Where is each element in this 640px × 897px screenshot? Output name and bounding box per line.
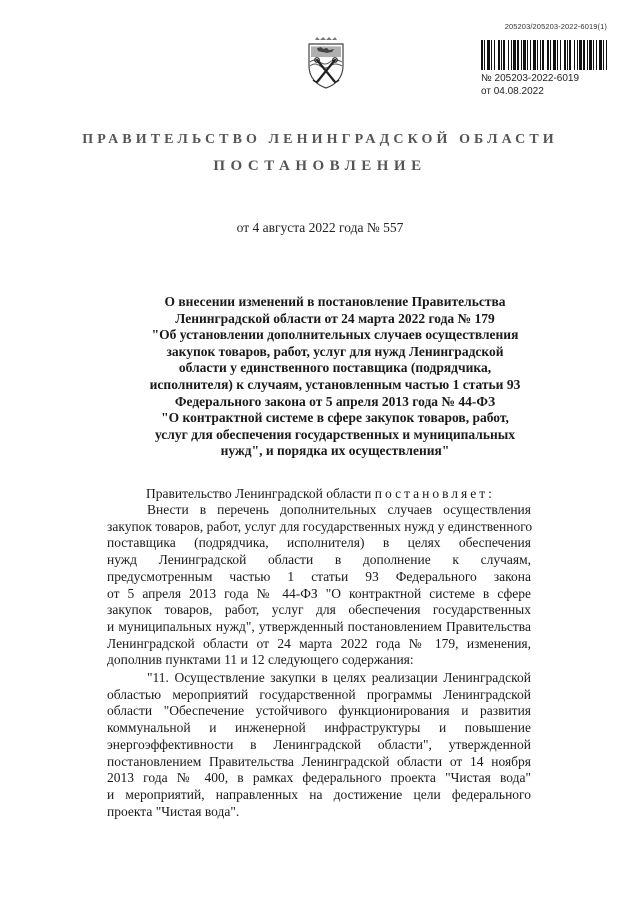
text-line: области "Обеспечение устойчивого функционирования и развития — [107, 703, 531, 719]
decree-subject — [130, 294, 540, 460]
text-line: закупок товаров, работ, услуг для государственных нужд у единственного — [107, 518, 533, 534]
text-line: предусмотренным частью 1 статьи 93 Федерального закона — [107, 568, 531, 584]
text-line: постановлением Правительства Ленинградской области от 14 ноября — [107, 753, 531, 769]
text-line: Ленинградской области от 24 марта 2022 года № 179, изменения, — [107, 635, 531, 651]
coat-of-arms-icon — [303, 36, 349, 90]
subject-line: Федерального закона от 5 апреля 2013 года № 44-ФЗ — [174, 393, 496, 409]
text-line: 2013 года № 400, в рамках федерального проекта "Чистая вода" — [107, 770, 531, 786]
registration-number: № 205203-2022-6019 — [481, 73, 580, 84]
preamble-subject: Правительство Ленинградской области — [146, 486, 372, 501]
text-line: и мероприятий, направленных на достижение цели федерального — [107, 786, 531, 802]
subject-line: исполнителя) к случаям, установленным частью 1 статьи 93 — [149, 376, 521, 392]
text-line: от 5 апреля 2013 года № 44-ФЗ "О контрактной системе в сфере — [107, 585, 531, 601]
subject-line: "Об установлении дополнительных случаев осуществления — [151, 327, 519, 343]
barcode — [481, 40, 607, 70]
text-line: коммунальной и инженерной инфраструктуры и повышение — [107, 720, 531, 736]
text-line: Внести в перечень дополнительных случаев осуществления — [147, 502, 531, 517]
text-line: энергоэффективности в Ленинградской области", утвержденной — [107, 736, 531, 752]
subject-line: нужд", и порядка их осуществления" — [220, 443, 450, 459]
document-id: 205203/205203-2022-6019(1) — [504, 22, 607, 31]
paragraph-item-11 — [107, 670, 531, 820]
text-line: закупок товаров, работ, услуг для обеспечения государственных — [107, 602, 531, 618]
subject-line: закупок товаров, работ, услуг для нужд Ленинградской — [166, 343, 504, 359]
subject-line: "О контрактной системе в сфере закупок товаров, работ, — [161, 410, 509, 426]
text-line: нужд Ленинградской области в дополнение к случаям, — [107, 552, 531, 568]
text-line: поставщика (подрядчика, исполнителя) в целях обеспечения — [107, 535, 531, 551]
subject-line: услуг для обеспечения государственных и муниципальных — [154, 426, 516, 442]
government-name: ПРАВИТЕЛЬСТВО ЛЕНИНГРАДСКОЙ ОБЛАСТИ — [82, 132, 558, 147]
registration-date: от 04.08.2022 — [481, 86, 544, 97]
subject-line: области у единственного поставщика (подрядчика, — [178, 360, 492, 376]
document-type: ПОСТАНОВЛЕНИЕ — [213, 158, 427, 174]
text-line: и муниципальных нужд", утвержденный постановлением Правительства — [107, 618, 531, 634]
preamble-verb: постановляет: — [374, 486, 495, 501]
decree-date-number: от 4 августа 2022 года № 557 — [236, 220, 404, 235]
paragraph-amendment — [107, 502, 531, 669]
text-line: "11. Осуществление закупки в целях реализации Ленинградской — [147, 670, 531, 685]
text-line: областью мероприятий государственной программы Ленинградской — [107, 686, 531, 702]
text-line: дополнив пунктами 11 и 12 следующего содержания: — [107, 652, 414, 668]
text-line: проекта "Чистая вода". — [107, 803, 240, 819]
subject-line: Ленинградской области от 24 марта 2022 года № 179 — [175, 310, 495, 326]
preamble — [146, 486, 495, 502]
subject-line: О внесении изменений в постановление Правительства — [164, 294, 506, 309]
